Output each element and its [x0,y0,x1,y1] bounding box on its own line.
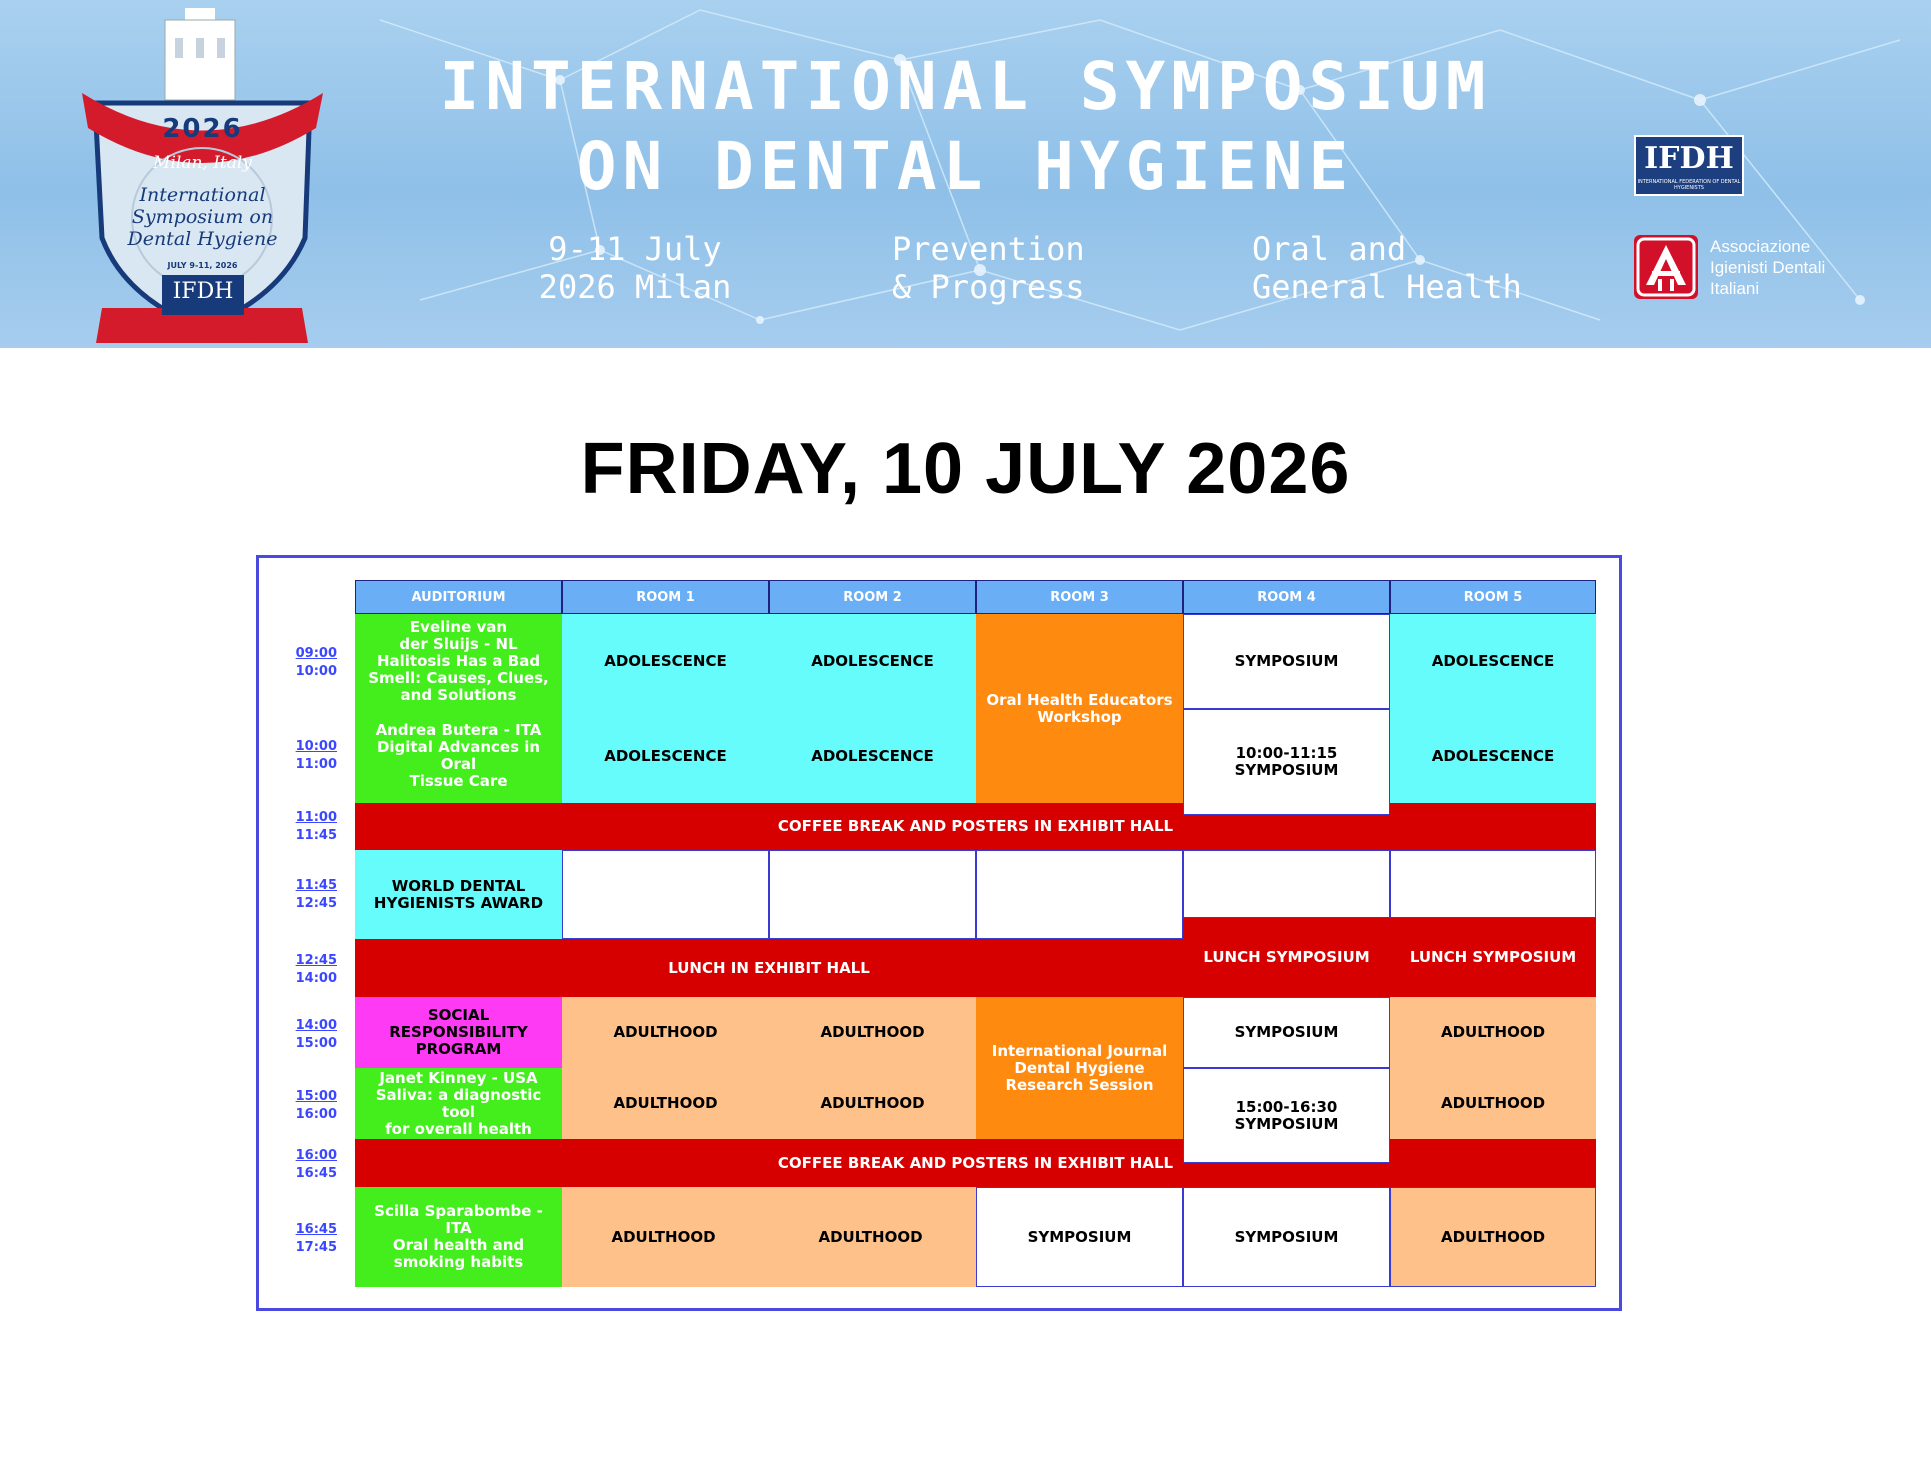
session-room5-0900: ADOLESCENCE [1390,614,1596,709]
time-start: 11:00 [295,810,337,825]
header-room-4: ROOM 4 [1183,580,1390,614]
ifdh-logo [1634,135,1744,196]
session-room1-1000: ADOLESCENCE [562,709,769,803]
time-start: 12:45 [295,953,337,968]
session-room4-1500: 15:00-16:30 SYMPOSIUM [1183,1068,1390,1163]
time-start: 16:45 [295,1222,337,1237]
aidi-logo [1634,235,1698,299]
session-room4-1400: SYMPOSIUM [1183,997,1390,1068]
time-end: 10:00 [295,664,337,679]
aidi-logo-icon [1634,235,1698,299]
lunch-symposium-room5: LUNCH SYMPOSIUM [1390,918,1596,997]
aidi-name: Associazione Igienisti Dentali Italiani [1710,237,1826,298]
symposium-title-line-1: INTERNATIONAL SYMPOSIUM [439,48,1492,125]
time-start: 15:00 [295,1089,337,1104]
header-auditorium: AUDITORIUM [355,580,562,614]
time-end: 12:45 [295,896,337,911]
session-room4-1645: SYMPOSIUM [1183,1187,1390,1287]
time-end: 15:00 [295,1036,337,1051]
session-room1-1500: ADULTHOOD [562,1068,769,1139]
session-room3-1645: SYMPOSIUM [976,1187,1183,1287]
time-slot-1500 [277,1088,337,1124]
symposium-title-line-2: ON DENTAL HYGIENE [576,128,1355,205]
session-auditorium-social: SOCIAL RESPONSIBILITY PROGRAM [355,997,562,1068]
time-slot-1145 [277,877,337,913]
header-room-3: ROOM 3 [976,580,1183,614]
coffee-break-afternoon: COFFEE BREAK AND POSTERS IN EXHIBIT HALL [355,1139,1596,1187]
session-room2-1645: ADULTHOOD [765,1187,976,1287]
time-start: 11:45 [295,878,337,893]
time-end: 16:45 [295,1166,337,1181]
session-auditorium-0900: Eveline van der Sluijs - NL Halitosis Has a Bad Smell: Causes, Clues, and Solutions [355,614,562,709]
ifdh-logo-text: IFDH [1644,141,1734,176]
session-auditorium-1000: Andrea Butera - ITA Digital Advances in Oral Tissue Care [355,709,562,803]
event-subtheme: Oral and General Health [1252,230,1522,306]
session-room1-1645: ADULTHOOD [562,1187,765,1287]
session-room5-1645: ADULTHOOD [1390,1187,1596,1287]
time-slot-1245 [277,952,337,988]
session-room1-1400: ADULTHOOD [562,997,769,1068]
session-room5-1500: ADULTHOOD [1390,1068,1596,1139]
session-room5-1000: ADOLESCENCE [1390,709,1596,803]
session-room2-0900: ADOLESCENCE [769,614,976,709]
session-room3-1145-empty [976,850,1183,939]
day-title: FRIDAY, 10 JULY 2026 [580,429,1351,509]
session-room2-1400: ADULTHOOD [769,997,976,1068]
session-room2-1000: ADOLESCENCE [769,709,976,803]
coffee-break-morning: COFFEE BREAK AND POSTERS IN EXHIBIT HALL [355,803,1596,850]
ifdh-logo-subtext: INTERNATIONAL FEDERATION OF DENTAL HYGIENISTS [1637,179,1741,191]
session-room4-1000: 10:00-11:15 SYMPOSIUM [1183,709,1390,815]
session-room4-0900: SYMPOSIUM [1183,614,1390,709]
time-end: 14:00 [295,971,337,986]
crest-name: International Symposium on Dental Hygiene [127,184,278,250]
session-auditorium-1500: Janet Kinney - USA Saliva: a diagnostic tool for overall health [355,1068,562,1139]
session-room5-1145-empty [1390,850,1596,918]
session-room2-1145-empty [769,850,976,939]
session-room1-0900: ADOLESCENCE [562,614,769,709]
session-room2-1500: ADULTHOOD [769,1068,976,1139]
time-end: 11:00 [295,757,337,772]
header-room-5: ROOM 5 [1390,580,1596,614]
session-room3-journal: International Journal Dental Hygiene Research Session [976,997,1183,1139]
time-start: 16:00 [295,1148,337,1163]
time-slot-1000 [277,738,337,774]
time-slot-1600 [277,1147,337,1183]
header-room-2: ROOM 2 [769,580,976,614]
time-slot-1645 [277,1221,337,1257]
time-end: 17:45 [295,1240,337,1255]
lunch-symposium-room4: LUNCH SYMPOSIUM [1183,918,1390,997]
header-room-1: ROOM 1 [562,580,769,614]
header-banner [0,0,1931,348]
session-auditorium-1645: Scilla Sparabombe - ITA Oral health and smoking habits [355,1187,562,1287]
session-room1-1145-empty [562,850,769,939]
crest-city: Milan, Italy [153,153,252,173]
time-start: 09:00 [295,646,337,661]
session-auditorium-award: WORLD DENTAL HYGIENISTS AWARD [355,850,562,939]
time-slot-1100 [277,809,337,845]
session-room4-1145-empty [1183,850,1390,918]
lunch-exhibit-hall: LUNCH IN EXHIBIT HALL [355,939,1183,997]
crest-year: 2026 [162,114,243,144]
time-end: 11:45 [295,828,337,843]
crest-ifdh-badge: IFDH [162,275,244,315]
time-start: 10:00 [295,739,337,754]
time-start: 14:00 [295,1018,337,1033]
time-end: 16:00 [295,1107,337,1122]
crest-dates: JULY 9-11, 2026 [167,261,238,270]
event-dates-place: 9-11 July 2026 Milan [538,230,732,306]
session-room5-1400: ADULTHOOD [1390,997,1596,1068]
time-slot-1400 [277,1017,337,1053]
session-room3-workshop: Oral Health Educators Workshop [976,614,1183,803]
event-theme: Prevention & Progress [892,230,1085,306]
time-slot-0900 [277,645,337,681]
